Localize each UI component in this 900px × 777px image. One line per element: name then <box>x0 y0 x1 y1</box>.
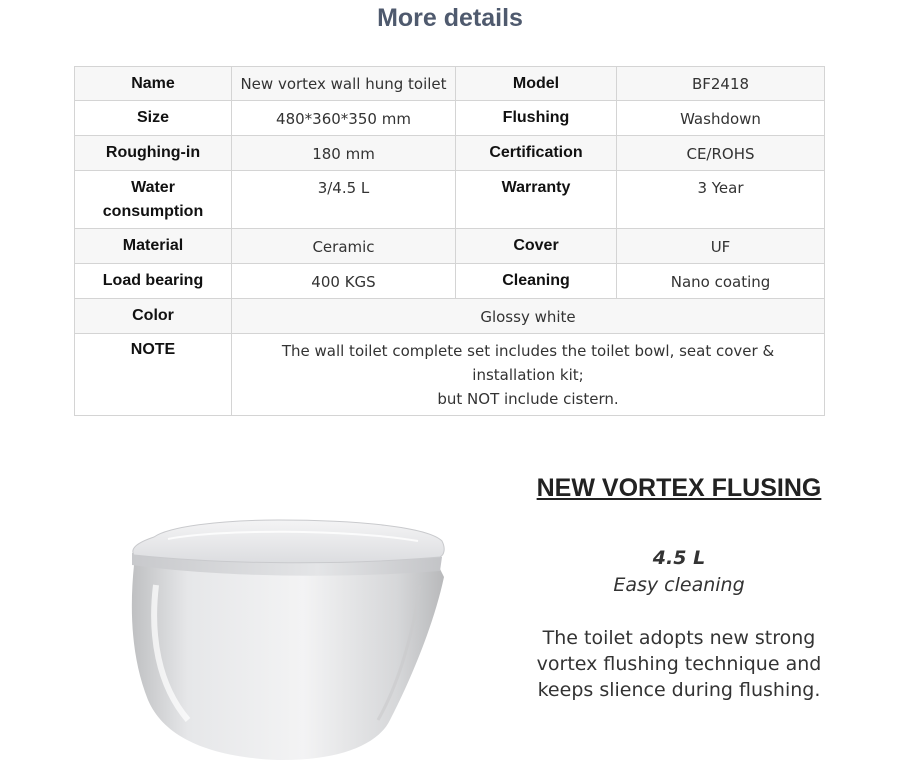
table-row <box>75 229 825 264</box>
cover-label: Cover <box>456 229 617 264</box>
note-label: NOTE <box>75 334 232 416</box>
certification-value: CE/ROHS <box>617 136 825 171</box>
color-label: Color <box>75 299 232 334</box>
feature-volume: 4.5 L <box>652 547 706 569</box>
load-value: 400 KGS <box>232 264 456 299</box>
cover-value: UF <box>617 229 825 264</box>
feature-description: The toilet adopts new strong vortex flushing technique and keeps slience during flushing. <box>536 627 822 701</box>
water-value: 3/4.5 L <box>232 171 456 229</box>
color-value: Glossy white <box>232 299 825 334</box>
size-value: 480*360*350 mm <box>232 101 456 136</box>
size-label: Size <box>75 101 232 136</box>
table-row <box>75 334 825 416</box>
table-row <box>75 101 825 136</box>
roughing-label: Roughing-in <box>75 136 232 171</box>
note-value <box>232 334 825 416</box>
table-row <box>75 299 825 334</box>
cleaning-value: Nano coating <box>617 264 825 299</box>
load-label: Load bearing <box>75 264 232 299</box>
model-value: BF2418 <box>617 67 825 101</box>
cleaning-label: Cleaning <box>456 264 617 299</box>
material-label: Material <box>75 229 232 264</box>
feature-title: NEW VORTEX FLUSING <box>536 474 822 502</box>
toilet-bowl <box>132 565 444 760</box>
feature-block <box>520 470 838 703</box>
flushing-value: Washdown <box>617 101 825 136</box>
material-value: Ceramic <box>232 229 456 264</box>
specs-table <box>74 66 825 416</box>
warranty-value: 3 Year <box>617 171 825 229</box>
note-line-2: but NOT include cistern. <box>437 390 619 408</box>
name-value: New vortex wall hung toilet <box>232 67 456 101</box>
page-title: More details <box>377 4 523 32</box>
warranty-label: Warranty <box>456 171 617 229</box>
table-row <box>75 67 825 101</box>
roughing-value: 180 mm <box>232 136 456 171</box>
model-label: Model <box>456 67 617 101</box>
feature-subtitle: Easy cleaning <box>613 574 745 596</box>
flushing-label: Flushing <box>456 101 617 136</box>
water-label: Water consumption <box>75 171 232 229</box>
note-line-1: The wall toilet complete set includes the toilet bowl, seat cover & installation kit; <box>281 342 775 384</box>
table-row <box>75 136 825 171</box>
table-row <box>75 264 825 299</box>
table-row <box>75 171 825 229</box>
certification-label: Certification <box>456 136 617 171</box>
toilet-lid <box>133 520 444 563</box>
name-label: Name <box>75 67 232 101</box>
wall-hung-toilet-icon <box>128 515 450 765</box>
